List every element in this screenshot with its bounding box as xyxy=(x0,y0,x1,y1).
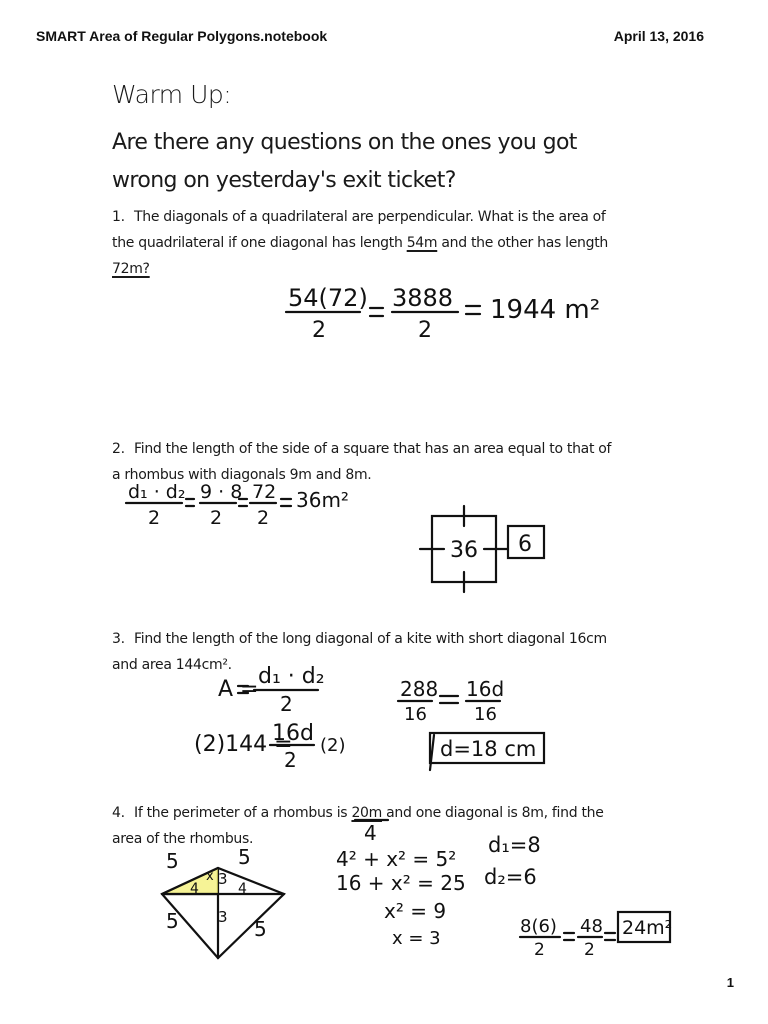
warmup-question-line1: Are there any questions on the ones you got xyxy=(112,130,577,155)
p4-d1: d₁=8 xyxy=(488,833,541,857)
p1-result: 1944 m² xyxy=(490,295,601,325)
p4-area-numerator-2: 48 xyxy=(580,916,603,937)
warmup-question-line2: wrong on yesterday's exit ticket? xyxy=(112,168,456,193)
p4-side-label-bl: 5 xyxy=(166,909,179,933)
p4-equation-4: x = 3 xyxy=(392,928,441,949)
p1-lhs-numerator: 54(72) xyxy=(288,284,368,312)
p3-answer: d=18 cm xyxy=(440,737,537,761)
p2-formula-numerator: d₁ · d₂ xyxy=(128,481,186,503)
problem-text: Find the length of the side of a square that has an area equal to that of a rhombus with diagonals 9m and 8m. xyxy=(112,441,612,483)
p2-b-denominator: 2 xyxy=(257,507,270,529)
p4-inner-label-4-left: 4 xyxy=(190,881,199,897)
problem-number: 3. xyxy=(112,631,125,647)
p4-inner-label-x: x xyxy=(206,869,214,884)
p2-a-denominator: 2 xyxy=(210,507,223,529)
p2-side-value: 6 xyxy=(518,532,532,557)
document-title: SMART Area of Regular Polygons.notebook xyxy=(36,28,328,44)
p4-area-numerator-1: 8(6) xyxy=(520,916,557,937)
p4-d2: d₂=6 xyxy=(484,865,537,889)
p4-side-label-br: 5 xyxy=(254,917,267,941)
underlined-value: 54m xyxy=(406,235,438,251)
p2-a-numerator: 9 · 8 xyxy=(200,481,243,503)
p3-formula-numerator: d₁ · d₂ xyxy=(258,664,325,689)
problem-text: and the other has length xyxy=(437,235,608,251)
problem-text: Find the length of the long diagonal of a kite with short diagonal 16cm and area 144cm². xyxy=(112,631,607,673)
problem-text: The diagonals of a quadrilateral are perpendicular. What is the area of the quadrilateral if one diagonal has length xyxy=(112,209,606,251)
p4-answer: 24m² xyxy=(622,917,673,939)
p2-result: 36m² xyxy=(296,488,349,512)
p4-side-label-tl: 5 xyxy=(166,849,179,873)
p3-equation-rhs: (2) xyxy=(320,735,346,756)
p2-formula-denominator: 2 xyxy=(148,507,161,529)
document-date: April 13, 2016 xyxy=(613,28,704,44)
p3-equation-numerator: 16d xyxy=(272,721,314,746)
problem-text: and one diagonal is 8m, find the area of the rhombus. xyxy=(112,805,604,847)
underlined-value: 72m? xyxy=(112,261,150,277)
p4-equation-2: 16 + x² = 25 xyxy=(336,871,466,895)
problem-text: If the perimeter of a rhombus is xyxy=(134,805,352,821)
p4-inner-label-4-right: 4 xyxy=(238,881,247,897)
p4-inner-label-3-top: 3 xyxy=(218,870,228,888)
p1-mid-numerator: 3888 xyxy=(392,284,454,312)
p4-equation-3: x² = 9 xyxy=(384,899,447,923)
problem-number: 1. xyxy=(112,209,125,225)
p2-square-label: 36 xyxy=(450,538,478,563)
p4-inner-label-3-bottom: 3 xyxy=(218,908,228,926)
p3-division-numerator-2: 16d xyxy=(466,677,505,701)
p4-divisor: 4 xyxy=(364,821,377,845)
page-number: 1 xyxy=(726,975,734,990)
p4-area-denominator-2: 2 xyxy=(584,940,595,960)
problem-number: 4. xyxy=(112,805,125,821)
problem-number: 2. xyxy=(112,441,125,457)
p3-division-numerator-1: 288 xyxy=(400,677,439,701)
warmup-title: Warm Up: xyxy=(112,80,232,109)
underlined-value: 20m xyxy=(351,805,382,821)
p3-equation-denominator: 2 xyxy=(284,748,297,772)
p2-b-numerator: 72 xyxy=(252,481,277,503)
p4-equation-1: 4² + x² = 5² xyxy=(336,847,457,871)
p3-division-denominator-2: 16 xyxy=(474,704,497,725)
p4-side-label-tr: 5 xyxy=(238,845,251,869)
p3-formula-denominator: 2 xyxy=(280,692,293,716)
p3-division-denominator-1: 16 xyxy=(404,704,427,725)
p1-lhs-denominator: 2 xyxy=(312,318,326,343)
p3-formula-lhs: A = xyxy=(218,677,259,702)
p3-equation-lhs: (2)144 = xyxy=(194,732,293,757)
p4-area-denominator-1: 2 xyxy=(534,940,545,960)
p1-mid-denominator: 2 xyxy=(418,318,432,343)
